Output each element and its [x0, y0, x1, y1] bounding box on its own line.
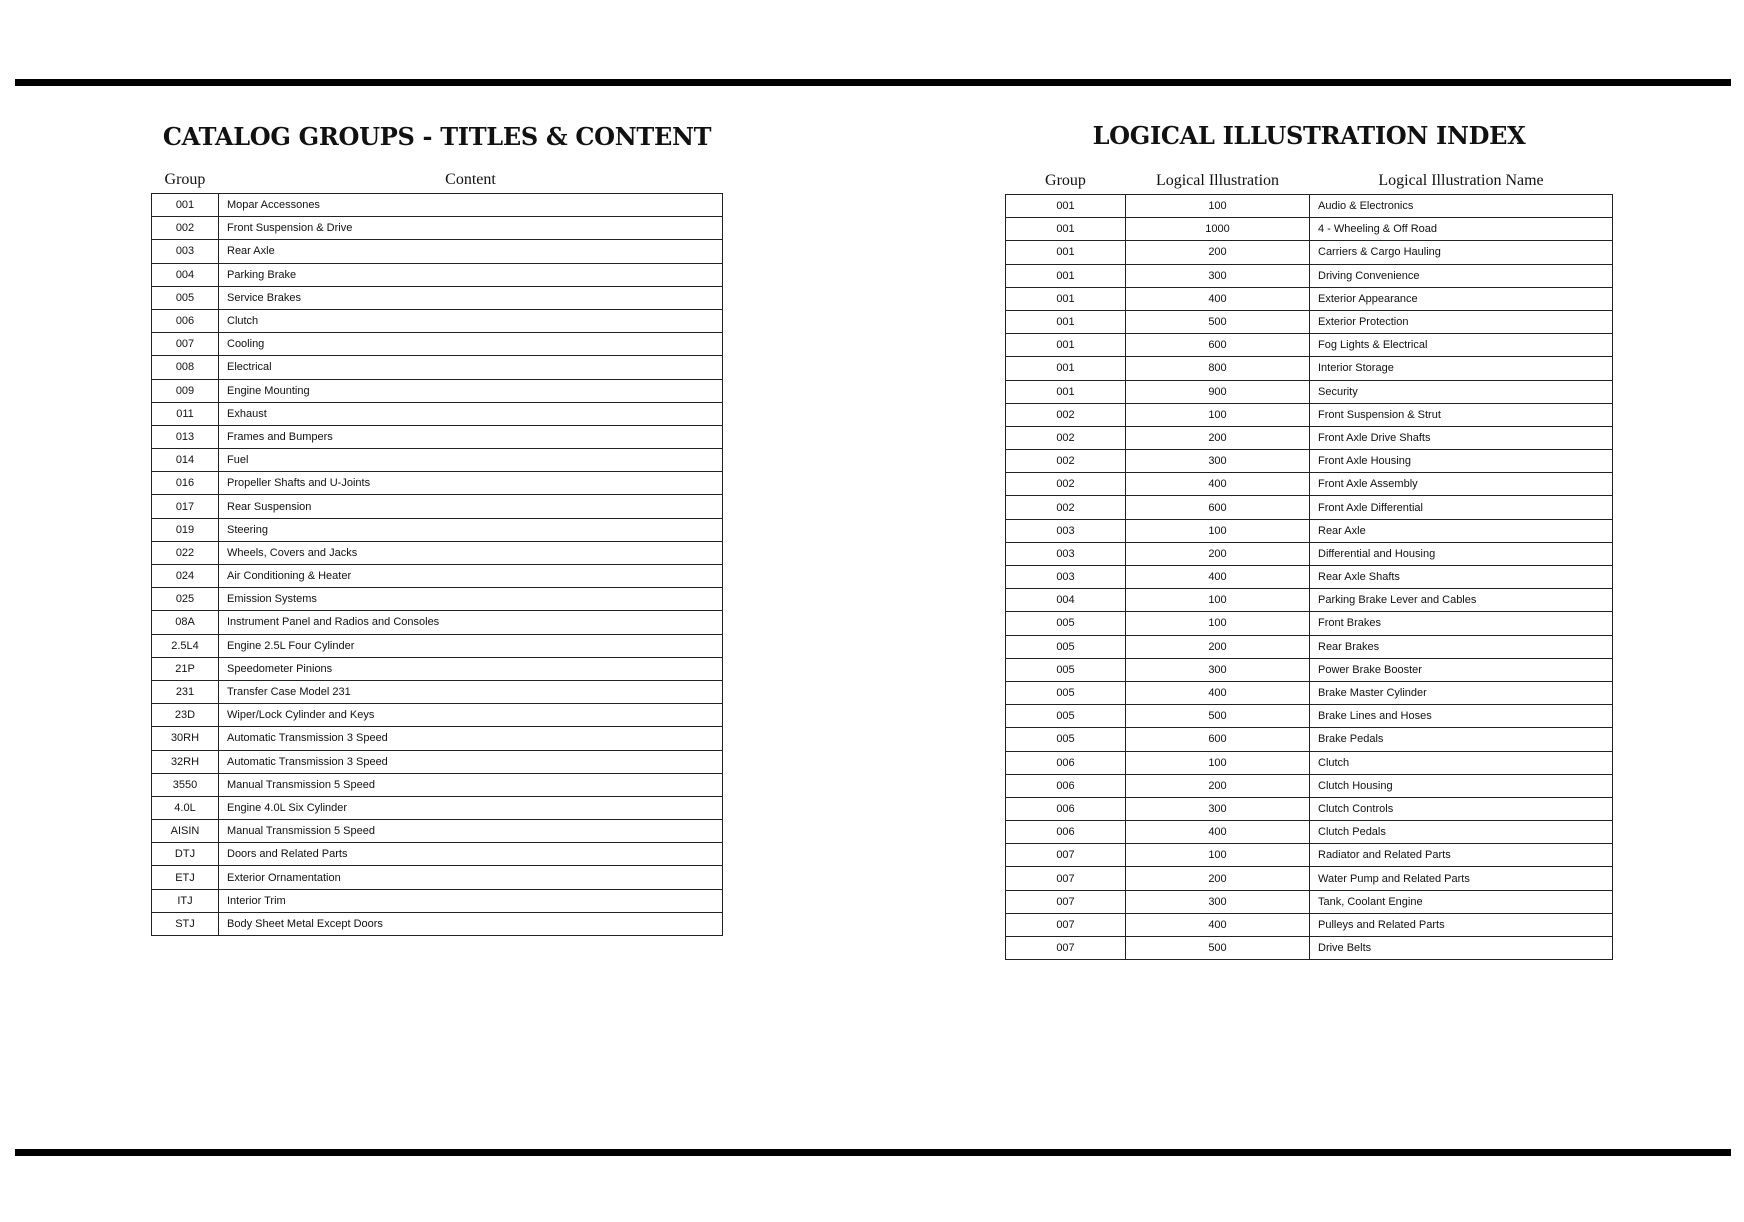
group-cell: 001	[152, 194, 219, 217]
table-row	[152, 565, 723, 588]
table-row	[152, 727, 723, 750]
group-cell: AISIN	[152, 820, 219, 843]
content-cell: Service Brakes	[219, 286, 723, 309]
content-cell: Air Conditioning & Heater	[219, 565, 723, 588]
illustration-cell: 300	[1126, 450, 1310, 473]
group-cell: ITJ	[152, 889, 219, 912]
group-cell: 007	[152, 333, 219, 356]
table-row	[152, 611, 723, 634]
illustration-name-cell: Front Axle Drive Shafts	[1310, 426, 1613, 449]
group-cell: 009	[152, 379, 219, 402]
illustration-name-cell: Brake Master Cylinder	[1310, 681, 1613, 704]
table-row	[1006, 844, 1613, 867]
content-cell: Manual Transmission 5 Speed	[219, 820, 723, 843]
illustration-cell: 400	[1126, 287, 1310, 310]
illustration-cell: 200	[1126, 241, 1310, 264]
table-row	[1006, 473, 1613, 496]
group-cell: 3550	[152, 773, 219, 796]
table-row	[152, 333, 723, 356]
group-cell: 001	[1006, 287, 1126, 310]
table-row	[152, 912, 723, 935]
group-cell: 007	[1006, 937, 1126, 960]
group-cell: 016	[152, 472, 219, 495]
illustration-cell: 100	[1126, 195, 1310, 218]
content-column-header: Content	[445, 171, 496, 188]
illustration-name-column-header: Logical Illustration Name	[1378, 172, 1544, 189]
illustration-name-cell: Exterior Protection	[1310, 310, 1613, 333]
illustration-cell: 200	[1126, 774, 1310, 797]
illustration-cell: 800	[1126, 357, 1310, 380]
logical-illustration-table	[1005, 163, 1613, 960]
illustration-column-header: Logical Illustration	[1155, 172, 1280, 189]
illustration-cell: 300	[1126, 658, 1310, 681]
group-cell: 003	[1006, 542, 1126, 565]
group-cell: 4.0L	[152, 796, 219, 819]
content-cell: Front Suspension & Drive	[219, 217, 723, 240]
content-cell: Automatic Transmission 3 Speed	[219, 750, 723, 773]
table-row	[152, 541, 723, 564]
illustration-name-cell: Security	[1310, 380, 1613, 403]
content-cell: Transfer Case Model 231	[219, 680, 723, 703]
illustration-name-cell: Pulleys and Related Parts	[1310, 913, 1613, 936]
content-cell: Wheels, Covers and Jacks	[219, 541, 723, 564]
table-row	[152, 773, 723, 796]
group-cell: ETJ	[152, 866, 219, 889]
illustration-cell: 300	[1126, 797, 1310, 820]
table-row	[152, 472, 723, 495]
table-row	[152, 518, 723, 541]
table-row	[152, 402, 723, 425]
table-row	[1006, 496, 1613, 519]
group-cell: 022	[152, 541, 219, 564]
illustration-cell: 500	[1126, 937, 1310, 960]
illustration-cell: 400	[1126, 821, 1310, 844]
table-row	[1006, 542, 1613, 565]
illustration-cell: 100	[1126, 403, 1310, 426]
content-cell: Manual Transmission 5 Speed	[219, 773, 723, 796]
illustration-cell: 200	[1126, 542, 1310, 565]
group-cell: DTJ	[152, 843, 219, 866]
table-row	[152, 634, 723, 657]
illustration-name-cell: Exterior Appearance	[1310, 287, 1613, 310]
content-cell: Propeller Shafts and U-Joints	[219, 472, 723, 495]
table-row	[1006, 310, 1613, 333]
illustration-name-cell: Water Pump and Related Parts	[1310, 867, 1613, 890]
group-cell: 005	[1006, 635, 1126, 658]
table-row	[152, 889, 723, 912]
illustration-cell: 600	[1126, 496, 1310, 519]
table-row	[152, 495, 723, 518]
group-cell: 004	[152, 263, 219, 286]
illustration-cell: 100	[1126, 751, 1310, 774]
group-cell: 006	[1006, 821, 1126, 844]
illustration-cell: 200	[1126, 867, 1310, 890]
group-cell: 006	[1006, 751, 1126, 774]
bottom-rule	[15, 1149, 1731, 1156]
table-row	[1006, 937, 1613, 960]
table-row	[152, 263, 723, 286]
illustration-name-cell: Audio & Electronics	[1310, 195, 1613, 218]
group-cell: 006	[1006, 774, 1126, 797]
group-cell: 002	[1006, 496, 1126, 519]
illustration-name-cell: Differential and Housing	[1310, 542, 1613, 565]
illustration-name-cell: Front Suspension & Strut	[1310, 403, 1613, 426]
group-cell: 21P	[152, 657, 219, 680]
content-cell: Interior Trim	[219, 889, 723, 912]
group-cell: 32RH	[152, 750, 219, 773]
illustration-cell: 400	[1126, 473, 1310, 496]
table-row	[152, 657, 723, 680]
table-row	[1006, 728, 1613, 751]
illustration-name-cell: Rear Axle	[1310, 519, 1613, 542]
illustration-name-cell: Drive Belts	[1310, 937, 1613, 960]
table-row	[1006, 705, 1613, 728]
content-cell: Doors and Related Parts	[219, 843, 723, 866]
table-row	[152, 866, 723, 889]
group-cell: 002	[1006, 473, 1126, 496]
table-row	[1006, 195, 1613, 218]
content-cell: Electrical	[219, 356, 723, 379]
group-column-header: Group	[164, 171, 206, 188]
table-row	[1006, 218, 1613, 241]
content-cell: Body Sheet Metal Except Doors	[219, 912, 723, 935]
table-row	[1006, 890, 1613, 913]
illustration-cell: 600	[1126, 334, 1310, 357]
group-cell: 007	[1006, 913, 1126, 936]
catalog-groups-table	[151, 162, 723, 936]
content-cell: Clutch	[219, 309, 723, 332]
illustration-cell: 900	[1126, 380, 1310, 403]
content-cell: Mopar Accessones	[219, 194, 723, 217]
group-cell: 017	[152, 495, 219, 518]
group-cell: 002	[1006, 403, 1126, 426]
group-cell: 23D	[152, 704, 219, 727]
content-cell: Engine 4.0L Six Cylinder	[219, 796, 723, 819]
table-row	[152, 217, 723, 240]
group-cell: 006	[1006, 797, 1126, 820]
group-cell: 001	[1006, 310, 1126, 333]
group-cell: 008	[152, 356, 219, 379]
table-row	[1006, 589, 1613, 612]
group-cell: 005	[1006, 681, 1126, 704]
group-cell: 005	[1006, 612, 1126, 635]
content-cell: Instrument Panel and Radios and Consoles	[219, 611, 723, 634]
content-cell: Emission Systems	[219, 588, 723, 611]
group-cell: 004	[1006, 589, 1126, 612]
table-row	[152, 588, 723, 611]
top-rule	[15, 79, 1731, 86]
group-cell: 024	[152, 565, 219, 588]
table-row	[1006, 821, 1613, 844]
table-row	[1006, 612, 1613, 635]
illustration-cell: 100	[1126, 612, 1310, 635]
group-cell: 001	[1006, 195, 1126, 218]
group-cell: 001	[1006, 380, 1126, 403]
table-row	[1006, 635, 1613, 658]
group-cell: 002	[1006, 450, 1126, 473]
group-cell: 005	[1006, 705, 1126, 728]
group-cell: 003	[1006, 566, 1126, 589]
content-cell: Fuel	[219, 449, 723, 472]
illustration-name-cell: Fog Lights & Electrical	[1310, 334, 1613, 357]
table-row	[152, 843, 723, 866]
group-cell: 007	[1006, 890, 1126, 913]
table-row	[1006, 426, 1613, 449]
content-cell: Exterior Ornamentation	[219, 866, 723, 889]
illustration-cell: 300	[1126, 264, 1310, 287]
illustration-name-cell: Brake Lines and Hoses	[1310, 705, 1613, 728]
group-cell: STJ	[152, 912, 219, 935]
content-cell: Engine Mounting	[219, 379, 723, 402]
catalog-groups-title: CATALOG GROUPS - TITLES & CONTENT	[162, 122, 712, 151]
table-row	[1006, 357, 1613, 380]
group-cell: 001	[1006, 218, 1126, 241]
logical-illustration-title: LOGICAL ILLUSTRATION INDEX	[1092, 121, 1526, 150]
group-cell: 001	[1006, 334, 1126, 357]
group-cell: 231	[152, 680, 219, 703]
content-cell: Speedometer Pinions	[219, 657, 723, 680]
illustration-cell: 100	[1126, 589, 1310, 612]
illustration-name-cell: Clutch Pedals	[1310, 821, 1613, 844]
illustration-name-cell: Clutch	[1310, 751, 1613, 774]
content-cell: Frames and Bumpers	[219, 425, 723, 448]
group-cell: 003	[152, 240, 219, 263]
group-cell: 013	[152, 425, 219, 448]
table-row	[152, 194, 723, 217]
content-cell: Engine 2.5L Four Cylinder	[219, 634, 723, 657]
table-row	[1006, 658, 1613, 681]
content-cell: Rear Suspension	[219, 495, 723, 518]
table-row	[1006, 867, 1613, 890]
illustration-name-cell: Parking Brake Lever and Cables	[1310, 589, 1613, 612]
illustration-cell: 200	[1126, 635, 1310, 658]
content-cell: Exhaust	[219, 402, 723, 425]
table-row	[152, 796, 723, 819]
content-cell: Automatic Transmission 3 Speed	[219, 727, 723, 750]
group-cell: 005	[1006, 658, 1126, 681]
table-row	[1006, 380, 1613, 403]
group-cell: 003	[1006, 519, 1126, 542]
table-row	[152, 704, 723, 727]
table-row	[1006, 797, 1613, 820]
illustration-name-cell: Rear Axle Shafts	[1310, 566, 1613, 589]
illustration-name-cell: Driving Convenience	[1310, 264, 1613, 287]
group-cell: 019	[152, 518, 219, 541]
illustration-name-cell: Clutch Controls	[1310, 797, 1613, 820]
illustration-cell: 400	[1126, 566, 1310, 589]
illustration-name-cell: Front Axle Differential	[1310, 496, 1613, 519]
illustration-name-cell: Radiator and Related Parts	[1310, 844, 1613, 867]
table-row	[152, 240, 723, 263]
content-cell: Steering	[219, 518, 723, 541]
illustration-name-cell: Rear Brakes	[1310, 635, 1613, 658]
illustration-name-cell: Tank, Coolant Engine	[1310, 890, 1613, 913]
table-row	[1006, 751, 1613, 774]
table-row	[1006, 450, 1613, 473]
illustration-name-cell: 4 - Wheeling & Off Road	[1310, 218, 1613, 241]
illustration-cell: 100	[1126, 519, 1310, 542]
group-cell: 011	[152, 402, 219, 425]
group-cell: 006	[152, 309, 219, 332]
illustration-name-cell: Interior Storage	[1310, 357, 1613, 380]
illustration-cell: 600	[1126, 728, 1310, 751]
illustration-cell: 400	[1126, 913, 1310, 936]
table-row	[1006, 287, 1613, 310]
illustration-name-cell: Brake Pedals	[1310, 728, 1613, 751]
table-row	[152, 449, 723, 472]
group-cell: 005	[1006, 728, 1126, 751]
content-cell: Rear Axle	[219, 240, 723, 263]
group-cell: 002	[1006, 426, 1126, 449]
table-row	[152, 750, 723, 773]
group-cell: 014	[152, 449, 219, 472]
table-row	[1006, 913, 1613, 936]
content-cell: Wiper/Lock Cylinder and Keys	[219, 704, 723, 727]
table-row	[1006, 681, 1613, 704]
group-cell: 025	[152, 588, 219, 611]
illustration-name-cell: Front Axle Assembly	[1310, 473, 1613, 496]
illustration-cell: 1000	[1126, 218, 1310, 241]
illustration-name-cell: Front Axle Housing	[1310, 450, 1613, 473]
group-cell: 08A	[152, 611, 219, 634]
group-cell: 30RH	[152, 727, 219, 750]
group-cell: 2.5L4	[152, 634, 219, 657]
illustration-cell: 500	[1126, 310, 1310, 333]
group-cell: 002	[152, 217, 219, 240]
group-column-header: Group	[1045, 172, 1086, 189]
illustration-name-cell: Carriers & Cargo Hauling	[1310, 241, 1613, 264]
table-row	[1006, 264, 1613, 287]
logical-illustration-panel	[1005, 117, 1613, 960]
table-row	[1006, 519, 1613, 542]
illustration-name-cell: Power Brake Booster	[1310, 658, 1613, 681]
table-row	[1006, 241, 1613, 264]
table-row	[152, 356, 723, 379]
group-cell: 007	[1006, 844, 1126, 867]
content-cell: Cooling	[219, 333, 723, 356]
group-cell: 001	[1006, 264, 1126, 287]
table-row	[152, 286, 723, 309]
illustration-cell: 300	[1126, 890, 1310, 913]
illustration-name-cell: Clutch Housing	[1310, 774, 1613, 797]
group-cell: 005	[152, 286, 219, 309]
illustration-name-cell: Front Brakes	[1310, 612, 1613, 635]
table-row	[152, 379, 723, 402]
table-row	[1006, 403, 1613, 426]
table-row	[1006, 566, 1613, 589]
content-cell: Parking Brake	[219, 263, 723, 286]
illustration-cell: 100	[1126, 844, 1310, 867]
group-cell: 001	[1006, 241, 1126, 264]
group-cell: 007	[1006, 867, 1126, 890]
table-row	[1006, 334, 1613, 357]
illustration-cell: 400	[1126, 681, 1310, 704]
illustration-cell: 500	[1126, 705, 1310, 728]
group-cell: 001	[1006, 357, 1126, 380]
table-row	[152, 680, 723, 703]
table-row	[152, 309, 723, 332]
table-row	[152, 820, 723, 843]
catalog-groups-panel	[151, 118, 723, 936]
illustration-cell: 200	[1126, 426, 1310, 449]
table-row	[1006, 774, 1613, 797]
table-row	[152, 425, 723, 448]
